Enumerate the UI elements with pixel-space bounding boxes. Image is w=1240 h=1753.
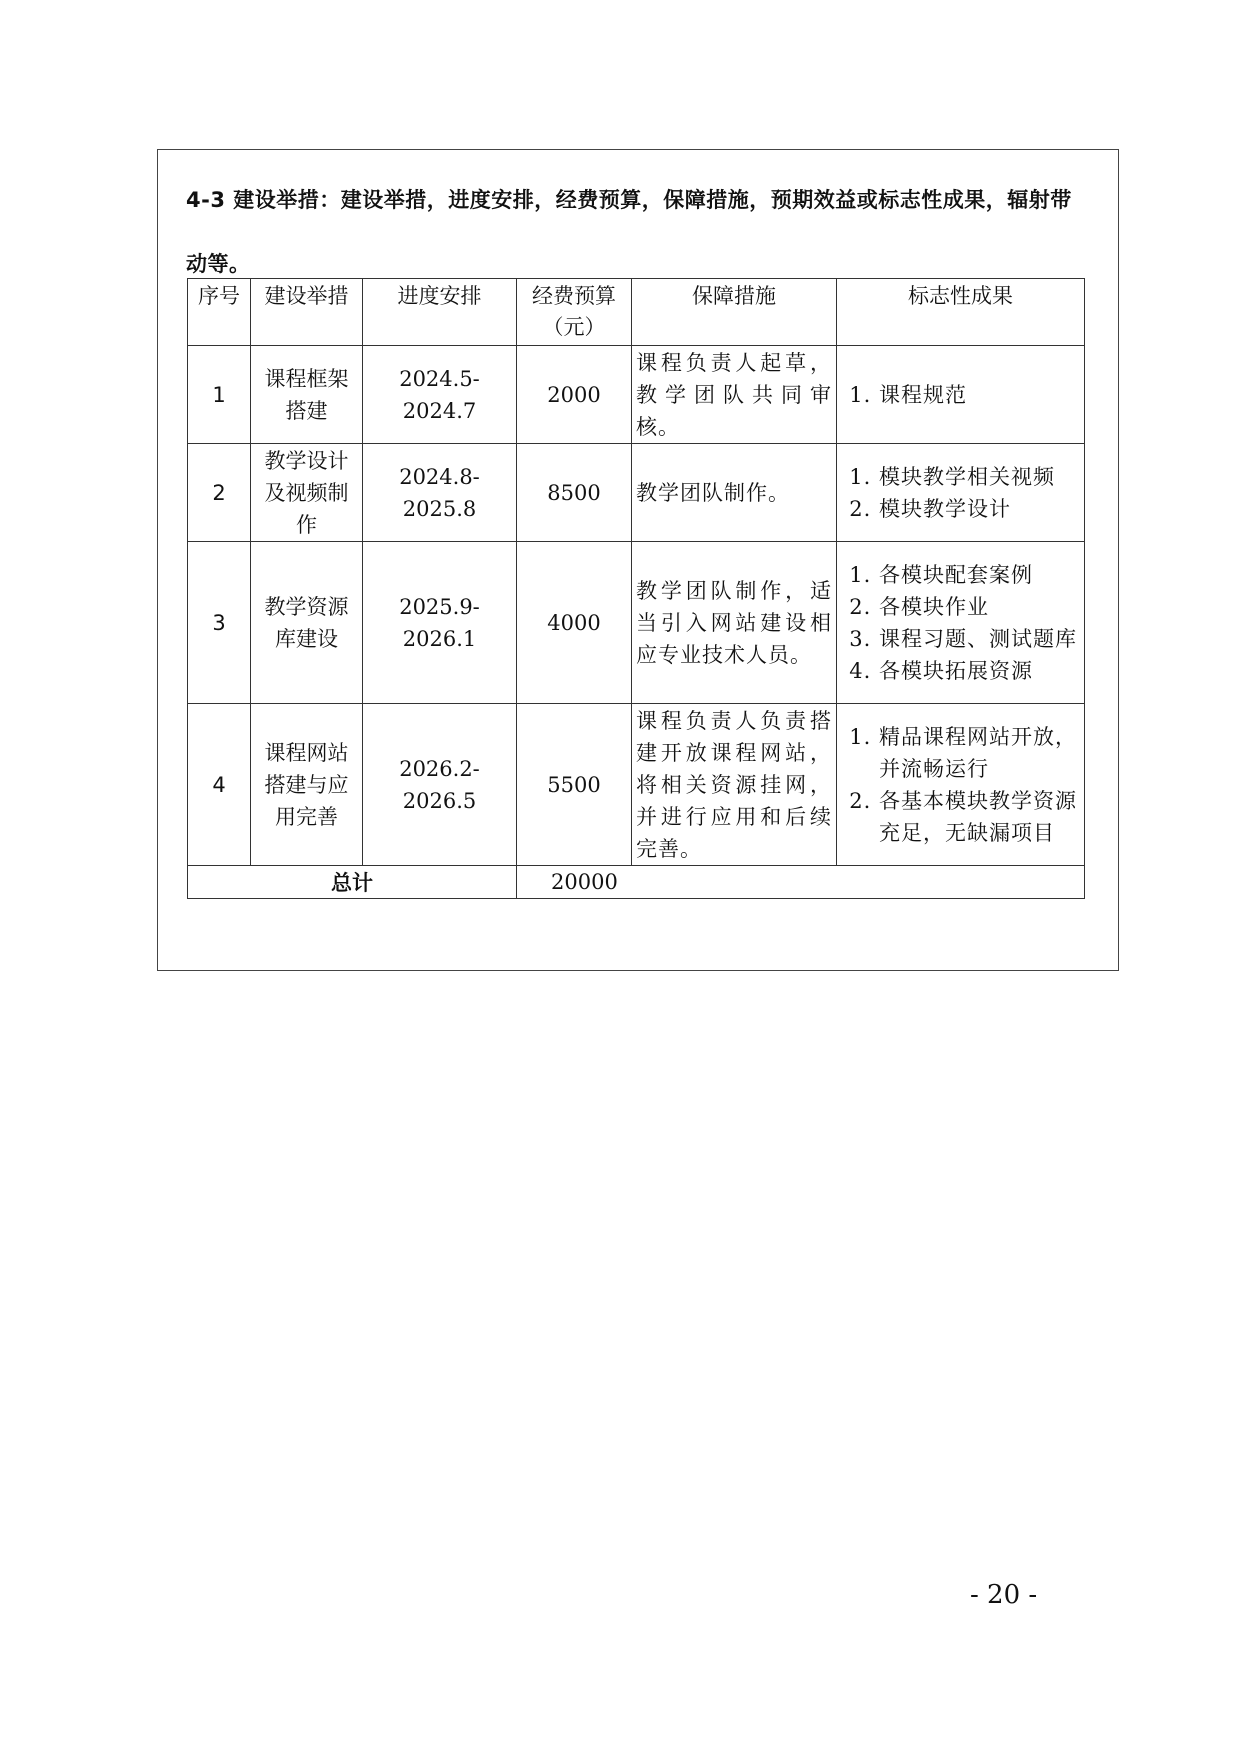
table-total-row: [188, 866, 1085, 899]
row-schedule: 2025.9-2026.1: [363, 542, 517, 704]
result-item: 3. 课程习题、测试题库: [879, 623, 1080, 655]
header-measure: 建设举措: [251, 279, 363, 346]
result-item: 2. 模块教学设计: [879, 493, 1080, 525]
header-guarantee: 保障措施: [632, 279, 837, 346]
row-budget: 8500: [517, 444, 632, 542]
table-row: [188, 542, 1085, 704]
total-label: 总计: [188, 866, 517, 899]
header-results: 标志性成果: [837, 279, 1085, 346]
result-item: 2. 各模块作业: [879, 591, 1080, 623]
row-budget: 5500: [517, 704, 632, 866]
row-guarantee: 教学团队制作。: [632, 444, 837, 542]
row-results: [837, 346, 1085, 444]
row-budget: 2000: [517, 346, 632, 444]
table-row: [188, 444, 1085, 542]
row-measure: 课程框架搭建: [251, 346, 363, 444]
result-item: 1. 课程规范: [879, 379, 1080, 411]
row-seq: 3: [188, 542, 251, 704]
row-results: [837, 704, 1085, 866]
construction-plan-table: [187, 278, 1085, 899]
row-measure: 课程网站搭建与应用完善: [251, 704, 363, 866]
page-number: - 20 -: [970, 1580, 1038, 1610]
table-header-row: [188, 279, 1085, 346]
row-schedule: 2026.2-2026.5: [363, 704, 517, 866]
row-seq: 2: [188, 444, 251, 542]
row-results: [837, 542, 1085, 704]
row-budget: 4000: [517, 542, 632, 704]
row-guarantee: 课程负责人起草，教学团队共同审核。: [632, 346, 837, 444]
row-results: [837, 444, 1085, 542]
row-seq: 4: [188, 704, 251, 866]
total-value: 20000: [517, 866, 1085, 899]
result-item: 2. 各基本模块教学资源充足，无缺漏项目: [879, 785, 1080, 849]
header-seq: 序号: [188, 279, 251, 346]
section-heading: 4-3 建设举措：建设举措，进度安排，经费预算，保障措施，预期效益或标志性成果，辐射带动等。: [186, 188, 1072, 276]
row-schedule: 2024.8-2025.8: [363, 444, 517, 542]
header-schedule: 进度安排: [363, 279, 517, 346]
table-row: [188, 704, 1085, 866]
row-measure: 教学设计及视频制作: [251, 444, 363, 542]
row-guarantee: 教学团队制作，适当引入网站建设相应专业技术人员。: [632, 542, 837, 704]
table-row: [188, 346, 1085, 444]
row-schedule: 2024.5-2024.7: [363, 346, 517, 444]
result-item: 1. 模块教学相关视频: [879, 461, 1080, 493]
row-guarantee: 课程负责人负责搭建开放课程网站，将相关资源挂网，并进行应用和后续完善。: [632, 704, 837, 866]
row-measure: 教学资源库建设: [251, 542, 363, 704]
result-item: 1. 各模块配套案例: [879, 559, 1080, 591]
result-item: 4. 各模块拓展资源: [879, 655, 1080, 687]
result-item: 1. 精品课程网站开放，并流畅运行: [879, 721, 1080, 785]
header-budget: 经费预算（元）: [517, 279, 632, 346]
row-seq: 1: [188, 346, 251, 444]
